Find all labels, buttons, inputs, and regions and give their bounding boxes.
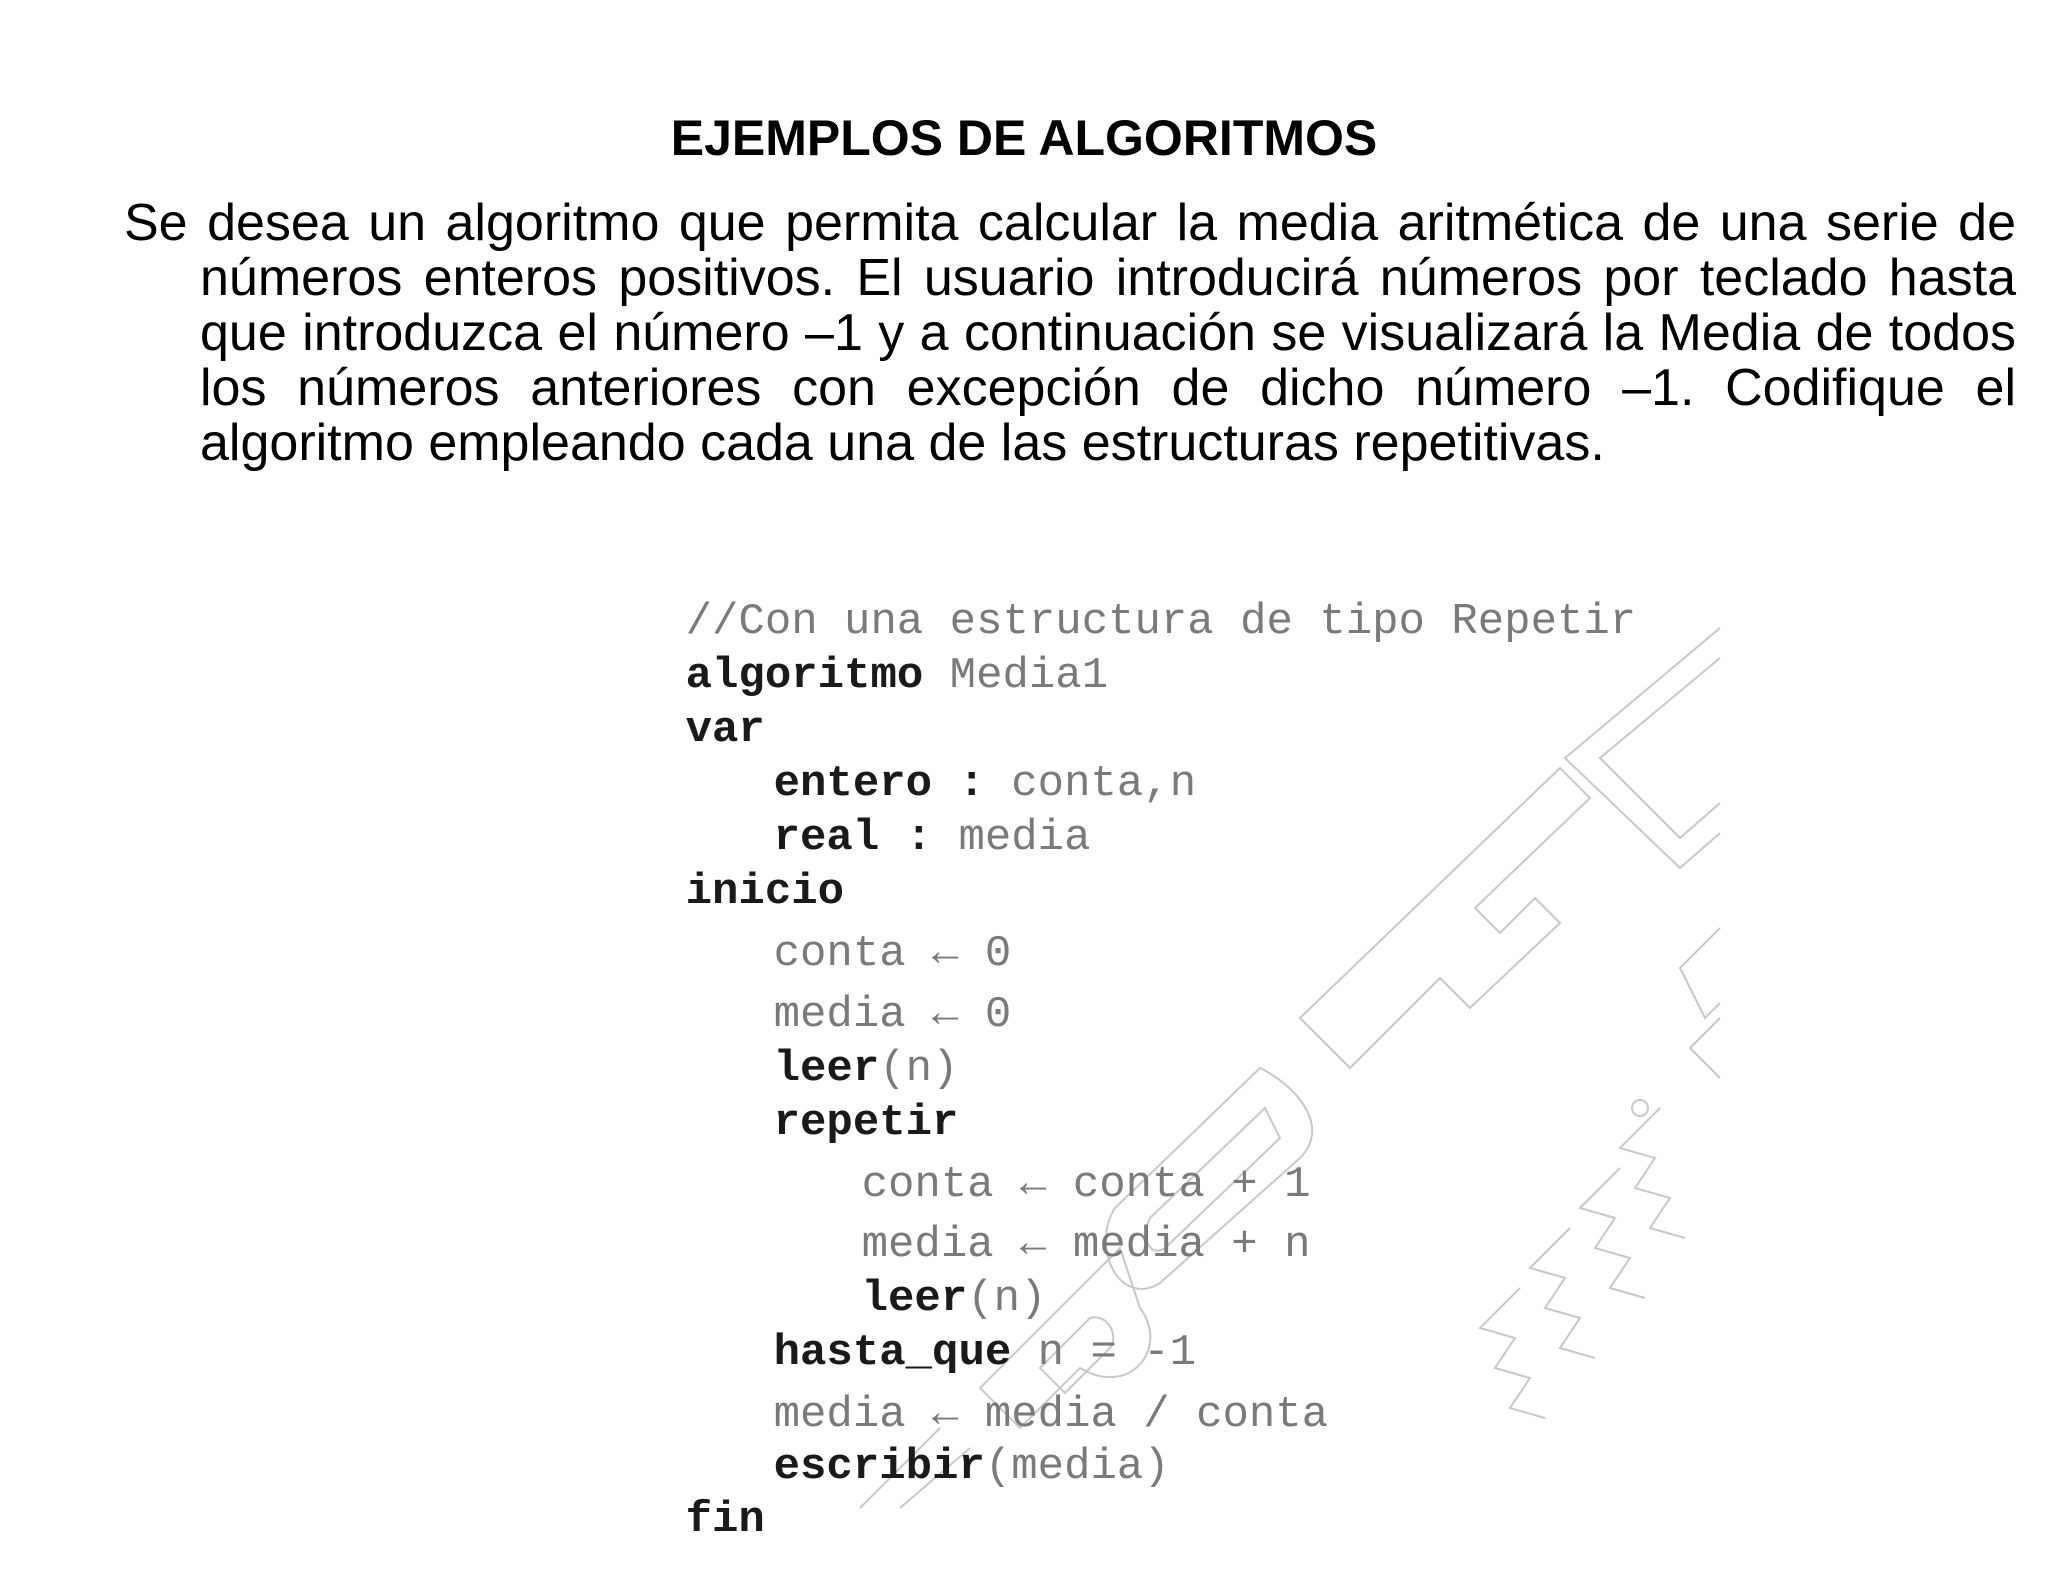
code-line-fin [580,1448,765,1545]
code-line-escribir [668,1395,1170,1492]
entero-vars: conta,n [984,759,1197,809]
algorithm-name: Media1 [923,651,1109,701]
keyword-entero: entero : [773,759,985,809]
code-line-leer-2 [756,1227,1047,1324]
code-comment: //Con una estructura de tipo Repetir [685,597,1637,647]
statement-media-init: media ← 0 [773,990,1012,1040]
keyword-real: real : [773,813,933,863]
keyword-escribir: escribir [773,1442,985,1492]
code-line-inicio [580,820,845,917]
code-line-hasta-que [668,1281,1197,1378]
code-line-comment [580,550,1637,647]
code-line-leer-1 [668,997,959,1094]
code-line-repetir [668,1051,959,1148]
code-line-entero [668,712,1197,809]
code-line-algoritmo [580,604,1109,701]
code-line-media-init [668,943,1012,1040]
code-line-media-sum [756,1173,1311,1270]
keyword-algoritmo: algoritmo [685,651,924,701]
code-line-var [580,658,765,755]
keyword-hasta-que: hasta_que [773,1328,1012,1378]
keyword-leer: leer [773,1044,880,1094]
statement-conta-init: conta ← 0 [773,929,1012,979]
problem-statement: Se desea un algoritmo que permita calcular la media aritmética de una serie de números enteros positivos. El usuario introducirá números por teclado hasta que introduzca el número –1 y a continuación se visualizará la Media de todos los números anteriores con excepción de dicho número –1. Codifique el algoritmo empleando cada una de las estructuras repetitivas. [124,194,2016,472]
keyword-fin: fin [685,1495,765,1545]
leer-args: (n) [967,1274,1047,1324]
pseudocode-block [560,548,1720,1545]
statement-media-sum: media ← media + n [861,1220,1311,1270]
keyword-repetir: repetir [773,1098,959,1148]
escribir-args: (media) [984,1442,1170,1492]
code-line-conta-inc [756,1113,1311,1210]
code-line-real [668,766,1091,863]
statement-conta-inc: conta ← conta + 1 [861,1160,1311,1210]
keyword-var: var [685,705,765,755]
code-line-media-div [668,1343,1329,1440]
keyword-inicio: inicio [685,867,845,917]
real-vars: media [932,813,1091,863]
page-title: EJEMPLOS DE ALGORITMOS [670,110,1378,166]
hasta-condition: n = -1 [1011,1328,1197,1378]
keyword-leer: leer [861,1274,968,1324]
code-line-conta-init [668,882,1012,979]
statement-media-div: media ← media / conta [773,1390,1329,1440]
leer-args: (n) [879,1044,959,1094]
